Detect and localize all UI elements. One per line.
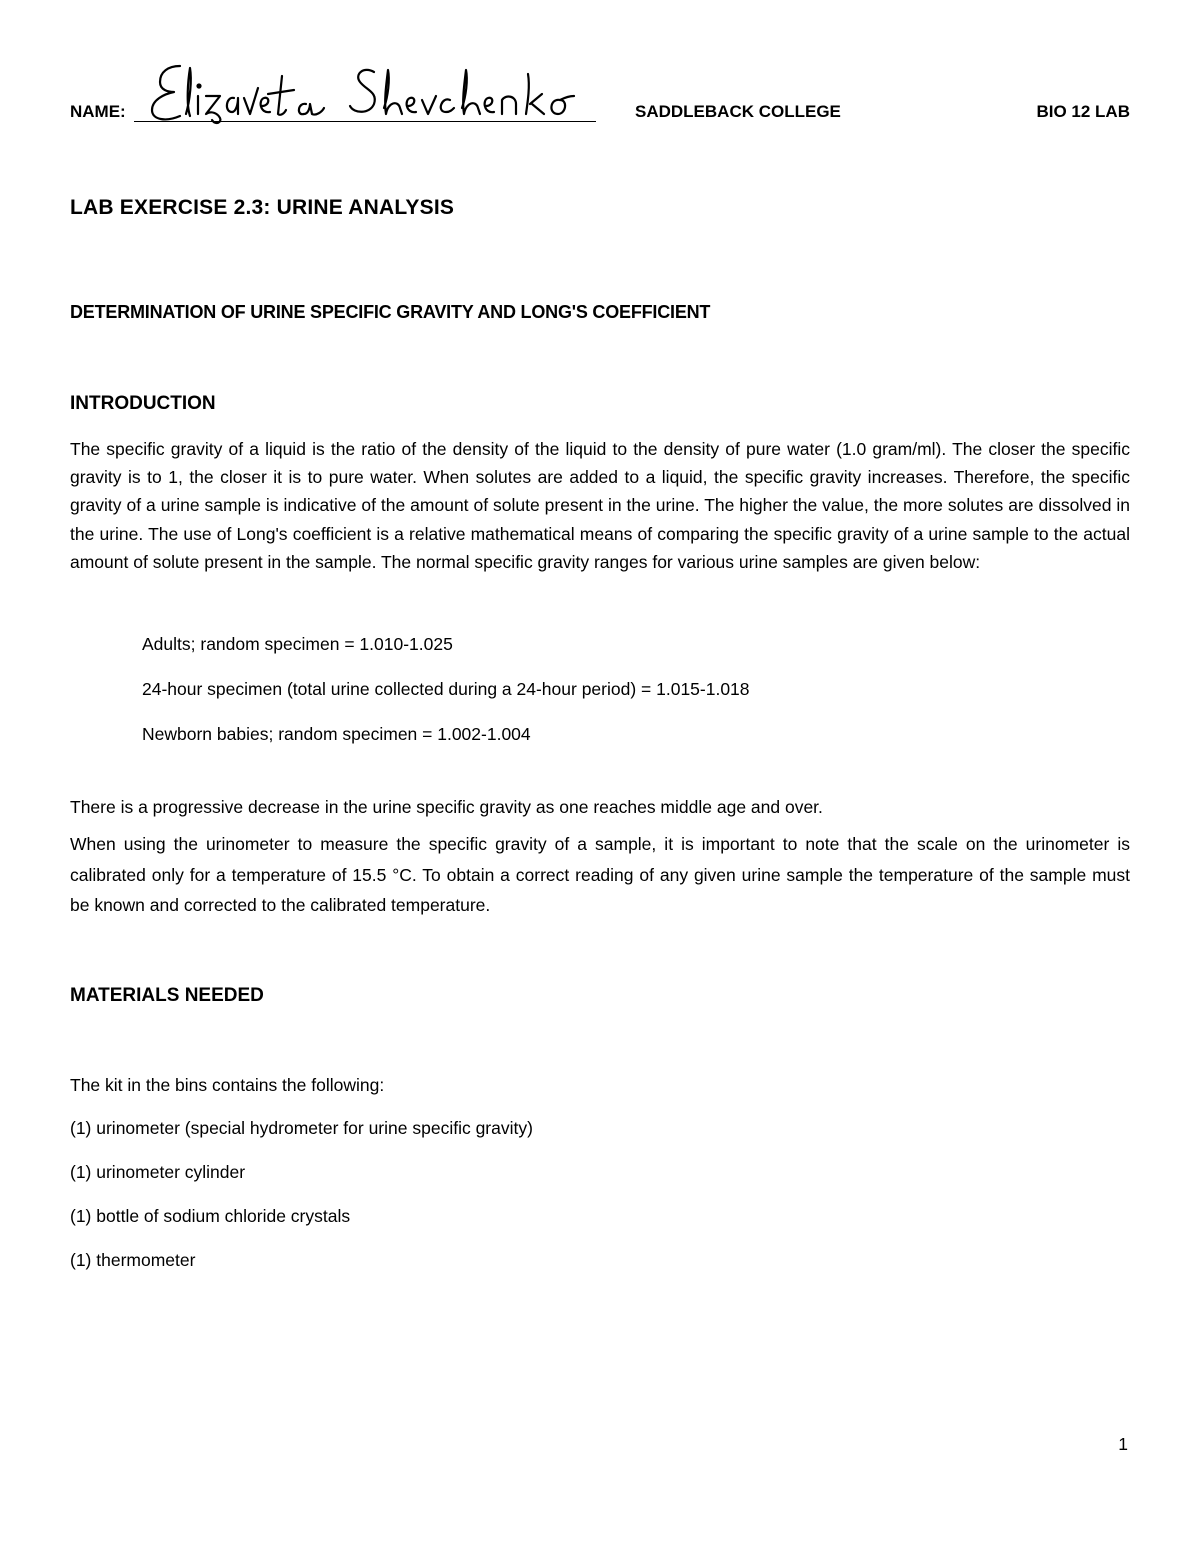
introduction-paragraph: The specific gravity of a liquid is the ratio of the density of the liquid to the density of pure water (1.0 gram/ml). The closer the specific gravity is to 1, the closer it is to pure water. When solutes are added to a liquid, the specific gravity increases. Therefore, the specific gravity of a urine sample is indicative of the amount of solute present in the urine. The higher the value, the more solutes are dissolved in the urine. The use of Long's coefficient is a relative mathematical means of comparing the specific gravity of a urine sample to the actual amount of solute present in the sample. The normal specific gravity ranges for various urine samples are given below:	[70, 439, 1130, 572]
page-title: LAB EXERCISE 2.3: URINE ANALYSIS	[70, 196, 455, 219]
introduction-heading: INTRODUCTION	[70, 393, 216, 414]
range-item: Newborn babies; random specimen = 1.002-1.004	[142, 724, 531, 745]
document-body	[70, 196, 1130, 1292]
signature	[146, 60, 606, 126]
header	[70, 60, 1130, 130]
urinometer-note-paragraph: When using the urinometer to measure the specific gravity of a sample, it is important to note that the scale on the urinometer is calibrated only for a temperature of 15.5 °C. To obtain a correct reading of any given urine sample the temperature of the sample must be known and corrected to the calibrated temperature.	[70, 834, 1130, 916]
page-number: 1	[1118, 1434, 1128, 1454]
age-note-paragraph: There is a progressive decrease in the urine specific gravity as one reaches middle age and over.	[70, 797, 823, 818]
list-item: (1) urinometer (special hydrometer for urine specific gravity)	[70, 1117, 533, 1138]
name-label: NAME:	[70, 102, 126, 121]
list-item: (1) thermometer	[70, 1249, 196, 1270]
range-item: Adults; random specimen = 1.010-1.025	[142, 634, 453, 655]
list-item: (1) urinometer cylinder	[70, 1161, 246, 1182]
range-item: 24-hour specimen (total urine collected during a 24-hour period) = 1.015-1.018	[142, 679, 750, 700]
list-item: (1) bottle of sodium chloride crystals	[70, 1205, 351, 1226]
specific-gravity-ranges	[142, 632, 1130, 747]
materials-list	[70, 1116, 1130, 1273]
section-subtitle: DETERMINATION OF URINE SPECIFIC GRAVITY AND LONG'S COEFFICIENT	[70, 302, 711, 322]
materials-heading: MATERIALS NEEDED	[70, 984, 264, 1006]
college-name: SADDLEBACK COLLEGE	[635, 102, 841, 121]
kit-intro: The kit in the bins contains the following:	[70, 1074, 385, 1095]
course-label: BIO 12 LAB	[1036, 102, 1130, 121]
